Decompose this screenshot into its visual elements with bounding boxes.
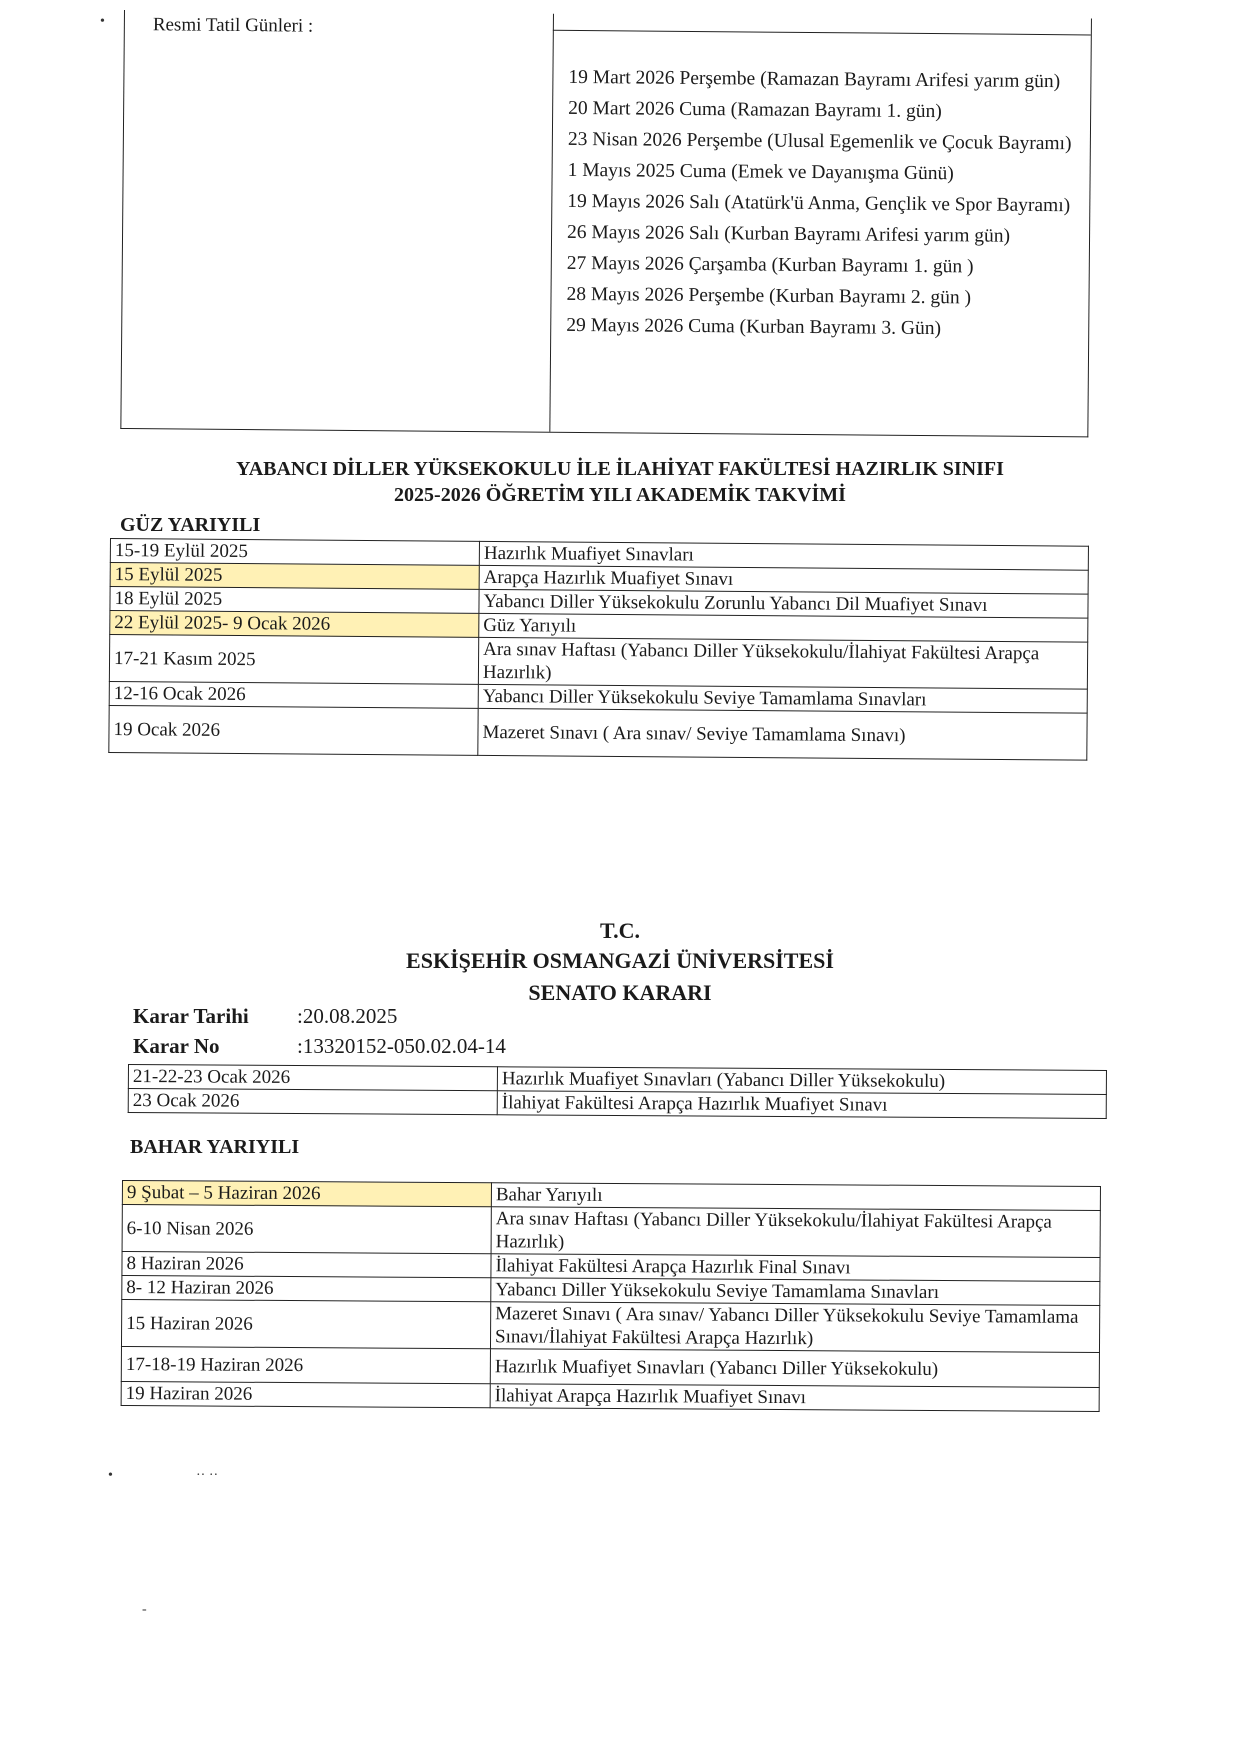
table-row [109,705,1087,760]
row-description: Mazeret Sınavı ( Ara sınav/ Yabancı Diller Yüksekokulu Seviye Tamamlama Sınavı/İlahiyat Fakültesi Arapça Hazırlık) [490,1302,1099,1353]
spring-table [121,1180,1101,1412]
row-description: Yabancı Diller Yüksekokulu Seviye Tamamlama Sınavları [478,684,1087,713]
table-row [109,635,1087,690]
row-date: 6-10 Nisan 2026 [122,1205,491,1254]
row-date: 17-18-19 Haziran 2026 [121,1347,490,1384]
table-row [121,1347,1099,1388]
fall-continuation-table [128,1064,1107,1119]
row-description: Yabancı Diller Yüksekokulu Zorunlu Yabancı Dil Muafiyet Sınavı [479,589,1088,618]
holidays-list [566,66,1078,349]
holiday-item: 26 Mayıs 2026 Salı (Kurban Bayramı Arifesi yarım gün) [566,221,1011,247]
calendar-title-line2: 2025-2026 ÖĞRETİM YILI AKADEMİK TAKVİMİ [394,484,846,506]
row-description: Yabancı Diller Yüksekokulu Seviye Tamamlama Sınavları [491,1278,1100,1306]
holiday-item: 19 Mart 2026 Perşembe (Ramazan Bayramı Arifesi yarım gün) [568,66,1061,93]
row-date: 9 Şubat – 5 Haziran 2026 [122,1181,491,1207]
holidays-top-rule [553,30,1091,36]
decision-date-label: Karar Tarihi [133,1004,249,1028]
holiday-item: 19 Mayıs 2026 Salı (Atatürk'ü Anma, Gençlik ve Spor Bayramı) [567,190,1071,217]
holidays-table [120,10,1092,437]
scan-speck: ·· ·· [196,1468,219,1483]
row-date: 15-19 Eylül 2025 [110,539,479,566]
row-description: Bahar Yarıyılı [491,1183,1100,1211]
holiday-item: 23 Nisan 2026 Perşembe (Ulusal Egemenlik ve Çocuk Bayramı) [567,128,1072,155]
holidays-label: Resmi Tatil Günleri : [152,14,314,37]
holidays-column-divider [549,14,554,432]
holiday-item: 20 Mart 2026 Cuma (Ramazan Bayramı 1. gün) [568,97,942,123]
row-date: 17-21 Kasım 2025 [109,635,478,685]
row-date: 19 Haziran 2026 [121,1381,490,1407]
row-date: 21-22-23 Ocak 2026 [128,1065,497,1091]
scan-speck: - [142,1602,147,1617]
decision-date-value: :20.08.2025 [297,1004,398,1028]
row-description: Hazırlık Muafiyet Sınavları (Yabancı Diller Yüksekokulu) [490,1349,1099,1388]
fall-table [108,538,1089,761]
row-date: 8- 12 Haziran 2026 [122,1276,491,1302]
senate-tc: T.C. [600,918,640,943]
decision-number-label: Karar No [133,1034,220,1058]
row-description: İlahiyat Fakültesi Arapça Hazırlık Final Sınavı [491,1254,1100,1282]
calendar-title-line1: YABANCI DİLLER YÜKSEKOKULU İLE İLAHİYAT FAKÜLTESİ HAZIRLIK SINIFI [236,458,1004,480]
row-date: 23 Ocak 2026 [128,1089,497,1115]
decision-number [133,1034,506,1059]
scan-speck: • [100,14,105,29]
senate-university: ESKİŞEHİR OSMANGAZİ ÜNİVERSİTESİ [406,948,834,973]
row-description: Arapça Hazırlık Muafiyet Sınavı [479,565,1088,594]
fall-heading: GÜZ YARIYILI [120,514,261,536]
row-description: Mazeret Sınavı ( Ara sınav/ Seviye Tamamlama Sınavı) [478,708,1087,760]
scan-speck: • [108,1468,113,1483]
row-date: 15 Haziran 2026 [121,1300,490,1349]
holiday-item: 28 Mayıs 2026 Perşembe (Kurban Bayramı 2. gün ) [566,283,972,309]
table-row [121,1300,1099,1353]
row-description: Hazırlık Muafiyet Sınavları [479,541,1088,570]
holiday-item: 1 Mayıs 2025 Cuma (Emek ve Dayanışma Günü) [567,159,954,185]
row-date: 19 Ocak 2026 [109,705,478,755]
row-date: 8 Haziran 2026 [122,1252,491,1278]
decision-number-value: :13320152-050.02.04-14 [297,1034,506,1058]
row-description: Ara sınav Haftası (Yabancı Diller Yüksekokulu/İlahiyat Fakültesi Arapça Hazırlık) [478,637,1087,689]
row-date: 18 Eylül 2025 [110,587,479,614]
row-date: 12-16 Ocak 2026 [109,681,478,708]
senate-decision-title: SENATO KARARI [528,980,712,1005]
holiday-item: 27 Mayıs 2026 Çarşamba (Kurban Bayramı 1. gün ) [566,252,974,278]
table-row [122,1205,1100,1258]
row-date: 15 Eylül 2025 [110,563,479,590]
decision-date [133,1004,398,1029]
row-description: İlahiyat Arapça Hazırlık Muafiyet Sınavı [490,1384,1099,1412]
row-description: Güz Yarıyılı [479,613,1088,642]
table-row [128,1089,1106,1119]
row-description: İlahiyat Fakültesi Arapça Hazırlık Muafiyet Sınavı [497,1091,1106,1119]
row-description: Ara sınav Haftası (Yabancı Diller Yüksekokulu/İlahiyat Fakültesi Arapça Hazırlık) [491,1207,1100,1258]
row-description: Hazırlık Muafiyet Sınavları (Yabancı Diller Yüksekokulu) [497,1067,1106,1095]
row-date: 22 Eylül 2025- 9 Ocak 2026 [110,611,479,638]
spring-heading: BAHAR YARIYILI [130,1136,300,1158]
table-row [121,1381,1099,1411]
holiday-item: 29 Mayıs 2026 Cuma (Kurban Bayramı 3. Gün) [566,314,942,340]
